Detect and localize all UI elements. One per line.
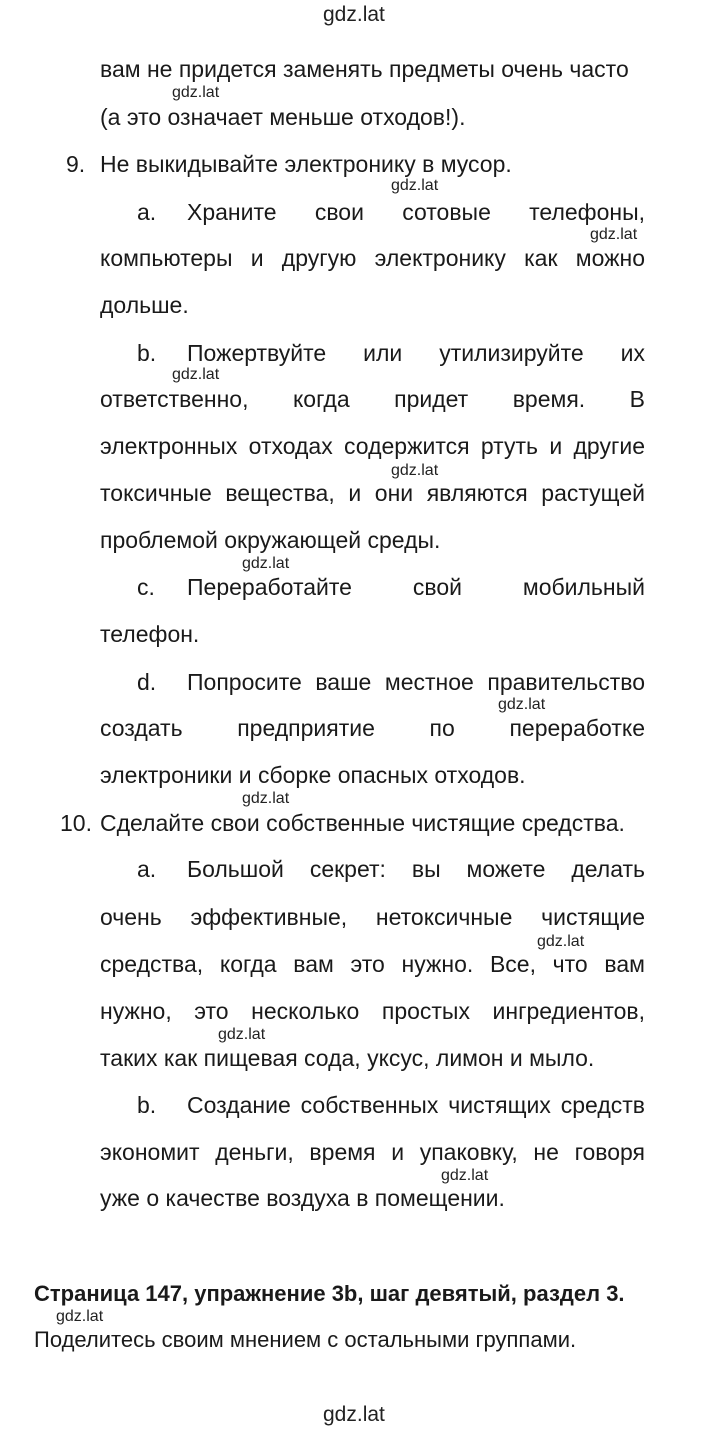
item-9d-line-3: электроники и сборке опасных отходов. — [100, 762, 526, 788]
item-10b-line-3: уже о качестве воздуха в помещении. — [100, 1185, 505, 1211]
item-10a-line-4: нужно, это несколько простых ингредиентов, — [100, 998, 645, 1024]
item-10a-line-5: таких как пищевая сода, уксус, лимон и мыло. — [100, 1045, 595, 1071]
item-9a-line-2: компьютеры и другую электронику как можно — [100, 245, 645, 271]
exercise-heading: Страница 147, упражнение 3b, шаг девятый, раздел 3. — [34, 1281, 625, 1306]
item-9b-line-5: проблемой окружающей среды. — [100, 527, 441, 553]
item-9b-line-1: Пожертвуйте или утилизируйте их — [187, 340, 645, 366]
watermark: gdz.lat — [172, 84, 220, 101]
item-9d-marker: d. — [137, 669, 157, 695]
watermark: gdz.lat — [537, 933, 585, 950]
item-9d-line-2: создать предприятие по переработке — [100, 715, 645, 741]
watermark: gdz.lat — [56, 1308, 104, 1325]
item-9b-line-4: токсичные вещества, и они являются растущей — [100, 480, 645, 506]
intro-line-2: (а это означает меньше отходов!). — [100, 104, 466, 130]
watermark: gdz.lat — [242, 555, 290, 572]
item-9a-line-3: дольше. — [100, 292, 189, 318]
item-9a-marker: a. — [137, 199, 157, 225]
item-10-number: 10. — [60, 810, 92, 836]
item-9c-line-1: Переработайте свой мобильный — [187, 574, 645, 600]
item-9-title: Не выкидывайте электронику в мусор. — [100, 151, 512, 177]
item-9b-line-2: ответственно, когда придет время. В — [100, 386, 645, 412]
item-10b-marker: b. — [137, 1092, 157, 1118]
watermark: gdz.lat — [391, 177, 439, 194]
watermark: gdz.lat — [218, 1026, 266, 1043]
item-10a-marker: a. — [137, 856, 157, 882]
item-10a-line-2: очень эффективные, нетоксичные чистящие — [100, 904, 645, 930]
watermark: gdz.lat — [391, 462, 439, 479]
item-10b-line-2: экономит деньги, время и упаковку, не говоря — [100, 1139, 645, 1165]
item-9d-line-1: Попросите ваше местное правительство — [187, 669, 645, 695]
watermark: gdz.lat — [498, 696, 546, 713]
item-9a-line-1: Храните свои сотовые телефоны, — [187, 199, 645, 225]
item-10a-line-1: Большой секрет: вы можете делать — [187, 856, 645, 882]
item-9c-marker: c. — [137, 574, 155, 600]
item-9-number: 9. — [66, 151, 86, 177]
item-9b-line-3: электронных отходах содержится ртуть и другие — [100, 433, 645, 459]
watermark: gdz.lat — [441, 1167, 489, 1184]
watermark-bottom: gdz.lat — [323, 1403, 385, 1426]
intro-line-1: вам не придется заменять предметы очень часто — [100, 56, 629, 82]
watermark-top: gdz.lat — [323, 3, 385, 26]
item-9b-marker: b. — [137, 340, 157, 366]
watermark: gdz.lat — [590, 226, 638, 243]
item-10b-line-1: Создание собственных чистящих средств — [187, 1092, 645, 1118]
watermark: gdz.lat — [242, 790, 290, 807]
watermark: gdz.lat — [172, 366, 220, 383]
exercise-task: Поделитесь своим мнением с остальными группами. — [34, 1327, 577, 1352]
item-10a-line-3: средства, когда вам это нужно. Все, что вам — [100, 951, 645, 977]
item-10-title: Сделайте свои собственные чистящие средства. — [100, 810, 625, 836]
item-9c-line-2: телефон. — [100, 621, 200, 647]
